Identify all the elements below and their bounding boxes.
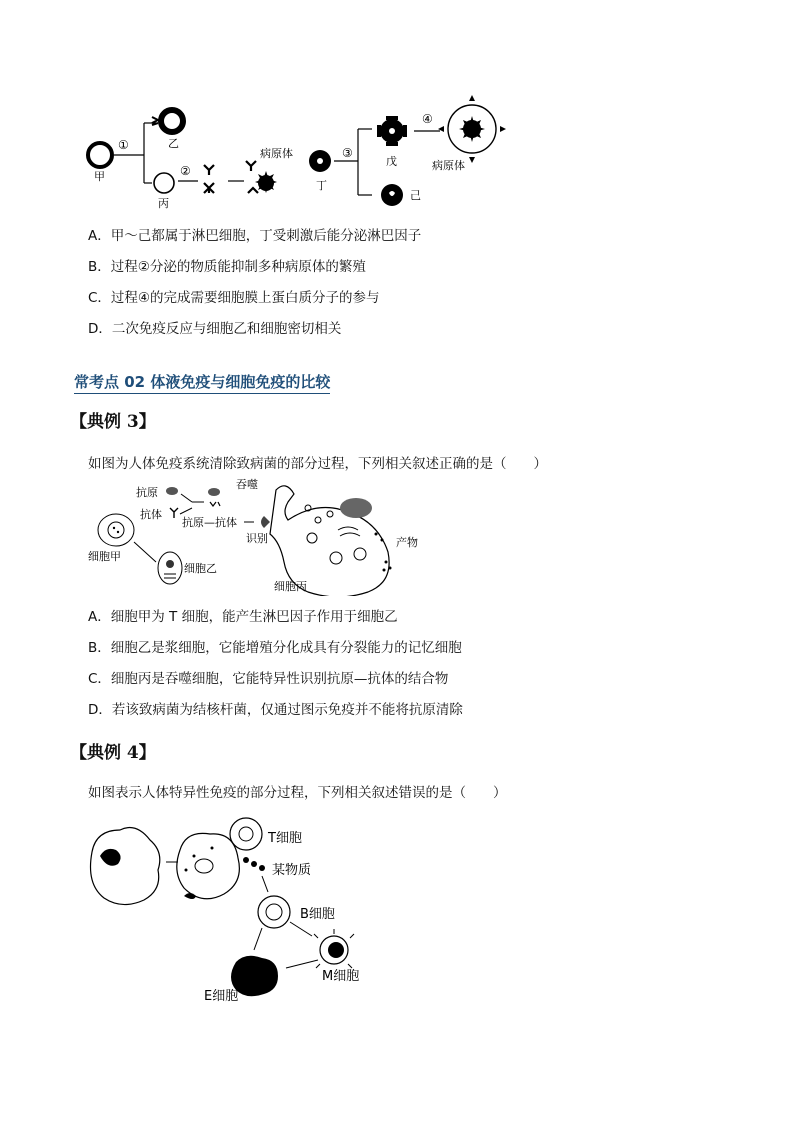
option-b-top: B．过程②分泌的物质能抑制多种病原体的繁殖 xyxy=(88,259,366,275)
label-ji: 己 xyxy=(410,189,421,202)
substance-dots xyxy=(243,857,265,871)
label-step2: ② xyxy=(180,164,191,178)
antibody-icons-2 xyxy=(246,161,258,193)
antigen-mark xyxy=(166,487,178,495)
fig2-label-antigen: 抗原 xyxy=(136,486,158,499)
label-step1: ① xyxy=(118,138,129,152)
cell-ji xyxy=(381,184,403,206)
label-bing: 丙 xyxy=(158,197,169,210)
label-pathogen1: 病原体 xyxy=(260,147,293,160)
antibody-icons xyxy=(204,165,214,193)
cell-jia-2 xyxy=(98,514,134,546)
antigen-engulfed xyxy=(261,516,270,528)
complex-mark xyxy=(208,488,220,496)
label-wu: 戊 xyxy=(386,155,397,168)
m-cell xyxy=(314,929,354,968)
label-jia: 甲 xyxy=(94,170,105,183)
fig3-label-t-cell: T细胞 xyxy=(268,831,302,846)
cell-yi-2 xyxy=(158,552,182,584)
fig3-label-substance: 某物质 xyxy=(272,863,312,878)
macrophage-1 xyxy=(91,828,160,905)
fig2-label-recognize: 识别 xyxy=(246,532,268,545)
cell-wu xyxy=(377,116,407,146)
example4-heading: 【典例 4】 xyxy=(70,743,156,763)
cell-jia xyxy=(88,143,112,167)
cell-ding xyxy=(309,150,331,172)
option-c-top: C．过程④的完成需要细胞膜上蛋白质分子的参与 xyxy=(88,290,380,306)
fig3-label-m-cell: M细胞 xyxy=(322,969,360,984)
option-b-ex3: B．细胞乙是浆细胞，它能增殖分化成具有分裂能力的记忆细胞 xyxy=(88,640,462,656)
example3-heading: 【典例 3】 xyxy=(70,412,156,432)
cell-bing xyxy=(154,173,174,193)
figure-immune-cells-3 xyxy=(86,812,426,1008)
label-ding: 丁 xyxy=(316,179,327,192)
fig2-label-antibody: 抗体 xyxy=(140,508,162,521)
fig2-label-phagocytosis: 吞噬 xyxy=(236,478,258,491)
t-cell xyxy=(230,818,262,850)
b-cell xyxy=(258,896,290,928)
fig2-label-cell-yi: 细胞乙 xyxy=(184,562,217,575)
branch-3 xyxy=(334,129,372,195)
macrophage-2 xyxy=(177,833,240,899)
pathogen-star xyxy=(255,171,277,193)
option-c-ex3: C．细胞丙是吞噬细胞，它能特异性识别抗原—抗体的结合物 xyxy=(88,671,449,687)
option-d-top: D．二次免疫反应与细胞乙和细胞密切相关 xyxy=(88,321,342,337)
label-yi: 乙 xyxy=(168,137,179,150)
label-step3: ③ xyxy=(342,146,353,160)
fig2-label-product: 产物 xyxy=(396,536,418,549)
option-d-ex3: D．若该致病菌为结核杆菌，仅通过图示免疫并不能将抗原清除 xyxy=(88,702,463,718)
nucleus-mark xyxy=(340,498,372,518)
branch-1 xyxy=(114,123,156,183)
option-a-top: A．甲～己都属于淋巴细胞，丁受刺激后能分泌淋巴因子 xyxy=(88,228,422,244)
figure-immune-cells-1 xyxy=(80,95,520,215)
label-step4: ④ xyxy=(422,112,433,126)
fig3-label-b-cell: B细胞 xyxy=(300,907,335,922)
antibody-y xyxy=(170,508,178,518)
figure-immune-cells-2 xyxy=(86,478,436,596)
label-pathogen2: 病原体 xyxy=(432,159,465,172)
example3-stem: 如图为人体免疫系统清除致病菌的部分过程，下列相关叙述正确的是（ ） xyxy=(88,456,547,472)
example4-stem: 如图表示人体特异性免疫的部分过程，下列相关叙述错误的是（ ） xyxy=(88,785,507,801)
target-cell xyxy=(438,95,506,163)
fig3-label-e-cell: E细胞 xyxy=(204,989,239,1004)
section-title: 常考点 02 体液免疫与细胞免疫的比较 xyxy=(74,371,330,394)
fig2-label-cell-bing: 细胞丙 xyxy=(274,580,307,593)
fig2-label-complex: 抗原—抗体 xyxy=(182,516,237,529)
fig2-label-cell-jia: 细胞甲 xyxy=(88,550,121,563)
cell-yi xyxy=(152,110,183,132)
option-a-ex3: A．细胞甲为 T 细胞，能产生淋巴因子作用于细胞乙 xyxy=(88,609,398,625)
